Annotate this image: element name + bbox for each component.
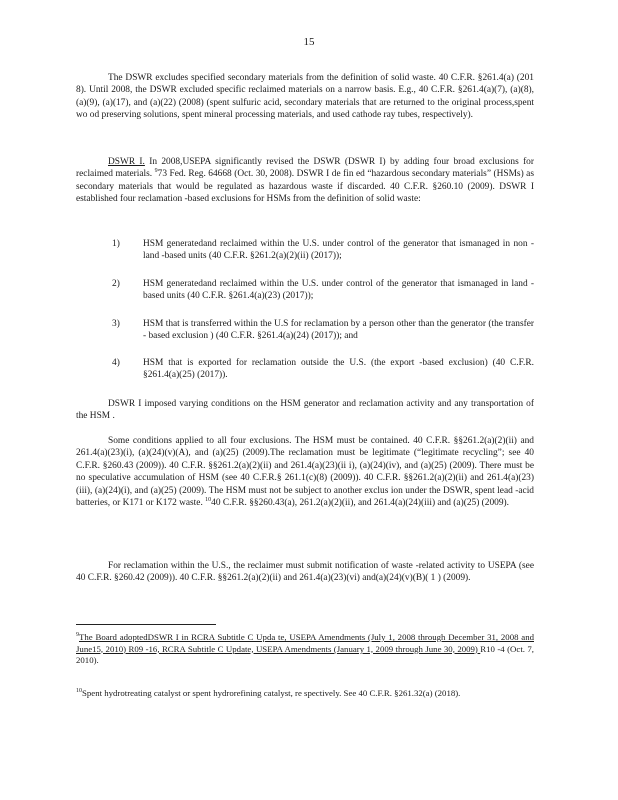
paragraph-dswr-exclusions — [76, 72, 534, 122]
list-text: HSM generatedand reclaimed within the U.S. under control of the generator that ismanaged in non -land -based units (40 C.F.R. §261.2(a)(2)(ii) (2017)); — [143, 239, 534, 262]
footnote-text: Spent hydrotreating catalyst or spent hydrorefining catalyst, re spectively. See 40 C.F.R. §261.32(a) (2018). — [82, 688, 461, 698]
footnote-ref[interactable]: 9 — [154, 168, 158, 175]
paragraph-notification — [76, 560, 534, 585]
footnote-number: 10 — [76, 688, 82, 695]
footnote-number: 9 — [76, 632, 79, 639]
paragraph-dswr-i — [76, 156, 534, 206]
paragraph-text: For reclamation within the U.S., the reclaimer must submit notification of waste -related activity to USEPA (see 40 C.F.R. §260.42 (2009)). 40 C.F.R. §§261.2(a)(2)(ii) and 261.4(a)(23)(vi) and(a)(24)(v)(B)( 1 ) (2009). — [76, 561, 534, 584]
list-text: HSM that is transferred within the U.S for reclamation by a person other than the generator (the transfer - based exclusion ) (40 C.F.R. §261.4(a)(24) (2017)); and — [143, 319, 534, 342]
page-number: 15 — [303, 36, 315, 48]
section-heading: DSWR I. — [108, 157, 145, 167]
list-text: HSM generatedand reclaimed within the U.S. under control of the generator that ismanaged in land -based units (40 C.F.R. §261.4(a)(23) (2017)); — [143, 279, 534, 302]
footnote-text: R10 -4 (Oct. 7, 2010). — [76, 643, 534, 666]
list-number: 2) — [112, 279, 120, 289]
paragraph-conditions — [76, 398, 534, 423]
footnote-10 — [76, 688, 534, 700]
paragraph-text: 40 C.F.R. §§260.43(a), 261.2(a)(2)(ii), and 261.4(a)(24)(iii) and (a)(25) (2009). — [211, 498, 510, 509]
footnote-divider — [76, 624, 216, 625]
list-text: HSM that is exported for reclamation outside the U.S. (the export -based exclusion) (40 C.F.R. §261.4(a)(25) (2017)). — [143, 358, 534, 381]
list-number: 3) — [112, 319, 120, 329]
list-number: 4) — [112, 358, 120, 368]
paragraph-text: Some conditions applied to all four exclusions. The HSM must be contained. 40 C.F.R. §§261.2(a)(2)(ii) and 261.4(a)(23)(i), (a)(24)(v)(A), and (a)(25) (2009).The reclamation must be legitimate (“legitimate recycling”; see 40 C.F.R. §260.43 (2009)). 40 C.F.R. §§261.2(a)(2)(ii) and 261.4(a)(23)(ii i), (a)(24)(iv), and (a)(25) (2009). There must be no speculative accumulation of HSM (see 40 C.F.R.§ 261.1(c)(8) (2009)). 40 C.F.R. §§261.2(a)(2)(ii) and 261.4(a)(23)(iii), (a)(24)(i), and (a)(25) (2009). The HSM must not be subject to another exclus ion under the DSWR, spent lead -acid batteries, or K171 or K172 waste. — [76, 436, 534, 509]
paragraph-text: DSWR I imposed varying conditions on the HSM generator and reclamation activity and any transportation of the HSM . — [76, 399, 534, 422]
paragraph-text: 73 Fed. Reg. 64668 (Oct. 30, 2008). DSWR I de fin ed “hazardous secondary materials” (HSMs) as secondary materials that would be regulated as hazardous waste if discarded. 40 C.F.R. §260.10 (2009). DSWR I established four reclamation -based exclusions for HSMs from the definition of solid waste: — [76, 169, 534, 205]
footnote-ref[interactable]: 10 — [205, 496, 212, 503]
footnote-9 — [76, 632, 534, 667]
paragraph-all-exclusions — [76, 435, 534, 509]
paragraph-text: The DSWR excludes specified secondary materials from the definition of solid waste. 40 C.F.R. §261.4(a) (201 8). Until 2008, the DSWR excluded specific reclaimed materials on a narrow basis. E.g., 40 C.F.R. §261.4(a)(7), (a)(8), (a)(9), (a)(17), and (a)(22) (2008) (spent sulfuric acid, secondary materials that are returned to the original process,spent wo od preserving solutions, spent mineral processing materials, and used cathode ray tubes, respectively). — [76, 73, 534, 121]
list-number: 1) — [112, 239, 120, 249]
paragraph-text: In 2008,USEPA significantly revised the DSWR (DSWR I) by adding four broad exclusions for reclaimed materials. — [76, 157, 534, 180]
footnote-text: The Board adoptedDSWR I in RCRA Subtitle C Upda te, USEPA Amendments (July 1, 2008 through December 31, 2008 and June15, 2010) R09 -16, RCRA Subtitle C Update, USEPA Amendments (January 1, 2009 through June 30, 2009) — [76, 632, 534, 654]
